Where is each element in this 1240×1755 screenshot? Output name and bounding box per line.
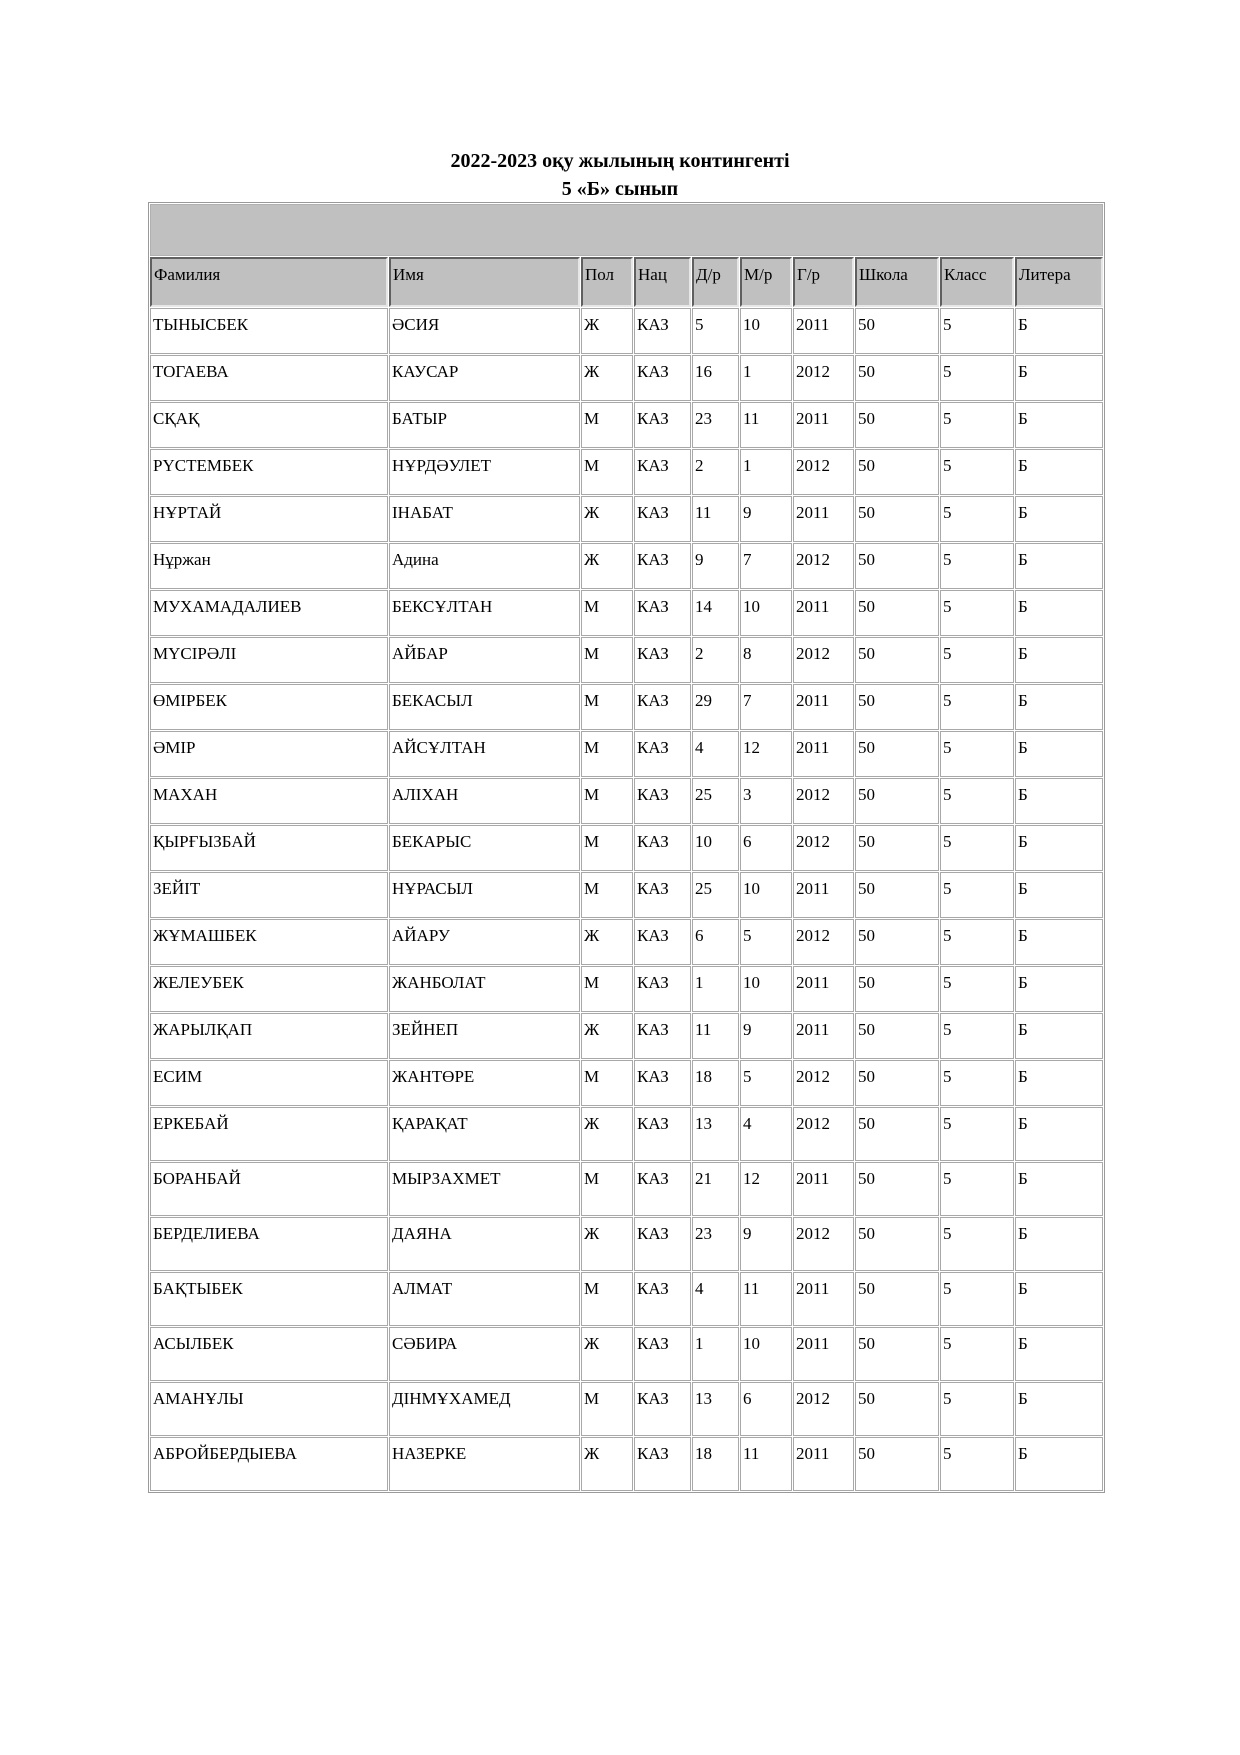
table-row — [150, 1217, 1103, 1271]
table-cell: КАЗ — [634, 637, 691, 683]
table-cell: 25 — [692, 872, 739, 918]
table-cell: М — [581, 402, 633, 448]
table-cell: МАХАН — [150, 778, 388, 824]
table-cell: 13 — [692, 1107, 739, 1161]
table-cell: 5 — [940, 1327, 1014, 1381]
column-header: Класс — [940, 257, 1014, 307]
table-cell: 16 — [692, 355, 739, 401]
table-cell: М — [581, 1162, 633, 1216]
table-cell: КАЗ — [634, 449, 691, 495]
table-cell: 5 — [940, 1107, 1014, 1161]
table-cell: БОРАНБАЙ — [150, 1162, 388, 1216]
table-cell: АБРОЙБЕРДЫЕВА — [150, 1437, 388, 1491]
table-cell: БЕКАСЫЛ — [389, 684, 580, 730]
document-subtitle: 5 «Б» сынып — [561, 178, 679, 200]
table-row — [150, 919, 1103, 965]
table-cell: ЖАНБОЛАТ — [389, 966, 580, 1012]
table-cell: 50 — [855, 872, 939, 918]
table-cell: 5 — [940, 402, 1014, 448]
table-cell: ІНАБАТ — [389, 496, 580, 542]
table-cell: Б — [1015, 1272, 1103, 1326]
table-cell: 4 — [740, 1107, 792, 1161]
table-cell: КАЗ — [634, 731, 691, 777]
table-cell: 2011 — [793, 1162, 854, 1216]
table-cell: ӨМІРБЕК — [150, 684, 388, 730]
table-row — [150, 731, 1103, 777]
column-header: Д/р — [692, 257, 739, 307]
table-cell: КАЗ — [634, 496, 691, 542]
table-cell: 50 — [855, 1107, 939, 1161]
table-cell: Б — [1015, 1437, 1103, 1491]
table-cell: 50 — [855, 355, 939, 401]
table-cell: 50 — [855, 1060, 939, 1106]
table-cell: Нұржан — [150, 543, 388, 589]
table-cell: ЗЕЙІТ — [150, 872, 388, 918]
table-cell: БЕРДЕЛИЕВА — [150, 1217, 388, 1271]
table-row — [150, 355, 1103, 401]
table-cell: М — [581, 825, 633, 871]
table-cell: 2011 — [793, 496, 854, 542]
table-row — [150, 778, 1103, 824]
table-cell: 5 — [940, 543, 1014, 589]
table-row — [150, 402, 1103, 448]
table-cell: 2012 — [793, 1107, 854, 1161]
table-cell: 5 — [940, 1162, 1014, 1216]
table-cell: Ж — [581, 308, 633, 354]
table-cell: 10 — [740, 590, 792, 636]
table-cell: АЙАРУ — [389, 919, 580, 965]
table-cell: 50 — [855, 496, 939, 542]
table-cell: 5 — [940, 872, 1014, 918]
table-cell: СҚАҚ — [150, 402, 388, 448]
table-cell: М — [581, 590, 633, 636]
table-cell: 18 — [692, 1060, 739, 1106]
table-row — [150, 825, 1103, 871]
table-cell: ТОГАЕВА — [150, 355, 388, 401]
table-cell: 4 — [692, 1272, 739, 1326]
table-cell: 2011 — [793, 1272, 854, 1326]
table-cell: ЖЕЛЕУБЕК — [150, 966, 388, 1012]
table-cell: МУХАМАДАЛИЕВ — [150, 590, 388, 636]
table-cell: 6 — [740, 1382, 792, 1436]
contingent-table — [148, 202, 1105, 1493]
table-cell: 2012 — [793, 825, 854, 871]
table-cell: Б — [1015, 1382, 1103, 1436]
table-cell: 50 — [855, 449, 939, 495]
table-cell: 11 — [692, 1013, 739, 1059]
table-cell: 2011 — [793, 684, 854, 730]
table-cell: Адина — [389, 543, 580, 589]
table-cell: 50 — [855, 778, 939, 824]
column-header: Пол — [581, 257, 633, 307]
table-cell: Б — [1015, 1060, 1103, 1106]
table-cell: Б — [1015, 1327, 1103, 1381]
table-cell: 5 — [940, 966, 1014, 1012]
table-cell: 7 — [740, 684, 792, 730]
table-cell: 11 — [740, 1437, 792, 1491]
table-cell: 50 — [855, 1327, 939, 1381]
table-row — [150, 449, 1103, 495]
table-cell: АЛМАТ — [389, 1272, 580, 1326]
table-cell: Б — [1015, 1013, 1103, 1059]
table-cell: 5 — [940, 825, 1014, 871]
table-cell: ТЫНЫСБЕК — [150, 308, 388, 354]
table-cell: ЕСИМ — [150, 1060, 388, 1106]
table-cell: Ж — [581, 543, 633, 589]
table-cell: 2 — [692, 637, 739, 683]
table-cell: 2012 — [793, 543, 854, 589]
column-header: М/р — [740, 257, 792, 307]
table-cell: ДАЯНА — [389, 1217, 580, 1271]
table-cell: 5 — [940, 308, 1014, 354]
table-cell: 2011 — [793, 872, 854, 918]
table-cell: 5 — [940, 731, 1014, 777]
table-cell: Б — [1015, 1162, 1103, 1216]
table-cell: 2011 — [793, 1327, 854, 1381]
table-cell: Б — [1015, 966, 1103, 1012]
table-cell: КАЗ — [634, 1272, 691, 1326]
table-cell: 1 — [692, 966, 739, 1012]
contingent-table-container — [148, 202, 1102, 1493]
table-row — [150, 308, 1103, 354]
table-cell: 2012 — [793, 1217, 854, 1271]
table-cell: БЕКАРЫС — [389, 825, 580, 871]
table-cell: 23 — [692, 1217, 739, 1271]
table-cell: 3 — [740, 778, 792, 824]
table-cell: СӘБИРА — [389, 1327, 580, 1381]
table-cell: Б — [1015, 919, 1103, 965]
table-cell: 10 — [740, 1327, 792, 1381]
table-row — [150, 1327, 1103, 1381]
table-cell: КАЗ — [634, 1060, 691, 1106]
table-cell: 11 — [692, 496, 739, 542]
table-cell: 50 — [855, 402, 939, 448]
table-cell: 50 — [855, 825, 939, 871]
table-cell: 5 — [740, 1060, 792, 1106]
table-cell: НҰРТАЙ — [150, 496, 388, 542]
table-cell: Б — [1015, 543, 1103, 589]
table-cell: ҚАРАҚАТ — [389, 1107, 580, 1161]
table-cell: Б — [1015, 355, 1103, 401]
table-cell: 12 — [740, 731, 792, 777]
table-cell: 2012 — [793, 1382, 854, 1436]
table-cell: 21 — [692, 1162, 739, 1216]
table-cell: 14 — [692, 590, 739, 636]
table-cell: АМАНҰЛЫ — [150, 1382, 388, 1436]
table-cell: 9 — [740, 1217, 792, 1271]
table-cell: КАЗ — [634, 1217, 691, 1271]
table-cell: БЕКСҰЛТАН — [389, 590, 580, 636]
table-cell: КАЗ — [634, 1013, 691, 1059]
table-cell: М — [581, 778, 633, 824]
table-cell: 50 — [855, 919, 939, 965]
table-cell: Ж — [581, 1107, 633, 1161]
table-cell: 6 — [692, 919, 739, 965]
table-row — [150, 590, 1103, 636]
table-cell: 2 — [692, 449, 739, 495]
table-cell: 5 — [940, 919, 1014, 965]
table-cell: Б — [1015, 637, 1103, 683]
table-cell: М — [581, 449, 633, 495]
table-cell: ЕРКЕБАЙ — [150, 1107, 388, 1161]
table-cell: 50 — [855, 731, 939, 777]
table-cell: Ж — [581, 1217, 633, 1271]
table-cell: ӘМІР — [150, 731, 388, 777]
table-row — [150, 966, 1103, 1012]
column-header: Г/р — [793, 257, 854, 307]
table-cell: 5 — [940, 1217, 1014, 1271]
table-cell: М — [581, 966, 633, 1012]
table-cell: 5 — [740, 919, 792, 965]
table-cell: БАҚТЫБЕК — [150, 1272, 388, 1326]
table-cell: КАУСАР — [389, 355, 580, 401]
table-cell: 9 — [740, 496, 792, 542]
table-cell: 50 — [855, 684, 939, 730]
table-cell: 5 — [692, 308, 739, 354]
table-row — [150, 496, 1103, 542]
table-cell: 5 — [940, 1060, 1014, 1106]
table-cell: Б — [1015, 1217, 1103, 1271]
table-cell: Б — [1015, 825, 1103, 871]
table-cell: ЖАРЫЛҚАП — [150, 1013, 388, 1059]
table-cell: Б — [1015, 1107, 1103, 1161]
table-cell: КАЗ — [634, 1107, 691, 1161]
table-cell: Ж — [581, 1437, 633, 1491]
table-cell: 10 — [740, 966, 792, 1012]
table-cell: 2011 — [793, 1013, 854, 1059]
table-cell: 50 — [855, 1437, 939, 1491]
table-banner-cell — [150, 204, 1103, 256]
table-cell: 10 — [740, 308, 792, 354]
table-row — [150, 1272, 1103, 1326]
table-cell: 25 — [692, 778, 739, 824]
table-cell: М — [581, 1060, 633, 1106]
table-cell: КАЗ — [634, 684, 691, 730]
table-cell: 50 — [855, 1272, 939, 1326]
column-header: Имя — [389, 257, 580, 307]
table-cell: Б — [1015, 590, 1103, 636]
table-row — [150, 1437, 1103, 1491]
table-cell: М — [581, 872, 633, 918]
table-cell: 5 — [940, 496, 1014, 542]
table-cell: 11 — [740, 402, 792, 448]
table-cell: Б — [1015, 872, 1103, 918]
table-cell: КАЗ — [634, 402, 691, 448]
table-cell: 18 — [692, 1437, 739, 1491]
table-cell: АЙСҰЛТАН — [389, 731, 580, 777]
table-cell: РҮСТЕМБЕК — [150, 449, 388, 495]
table-cell: КАЗ — [634, 966, 691, 1012]
table-cell: Ж — [581, 1327, 633, 1381]
table-cell: ҚЫРҒЫЗБАЙ — [150, 825, 388, 871]
table-cell: Б — [1015, 731, 1103, 777]
table-cell: Ж — [581, 496, 633, 542]
table-cell: КАЗ — [634, 543, 691, 589]
table-cell: Ж — [581, 1013, 633, 1059]
table-cell: Ж — [581, 919, 633, 965]
column-header: Школа — [855, 257, 939, 307]
table-cell: Б — [1015, 496, 1103, 542]
table-cell: 9 — [692, 543, 739, 589]
table-cell: М — [581, 1272, 633, 1326]
table-cell: М — [581, 637, 633, 683]
table-row — [150, 1013, 1103, 1059]
table-row — [150, 1162, 1103, 1216]
table-cell: 2011 — [793, 1437, 854, 1491]
table-cell: Ж — [581, 355, 633, 401]
table-cell: 5 — [940, 590, 1014, 636]
table-cell: 2012 — [793, 919, 854, 965]
document-header — [0, 147, 1240, 203]
table-cell: 4 — [692, 731, 739, 777]
table-cell: 2011 — [793, 590, 854, 636]
table-cell: 5 — [940, 1272, 1014, 1326]
table-cell: 50 — [855, 1217, 939, 1271]
table-cell: 5 — [940, 778, 1014, 824]
table-cell: 5 — [940, 1437, 1014, 1491]
table-cell: 11 — [740, 1272, 792, 1326]
table-cell: 10 — [692, 825, 739, 871]
table-cell: 2011 — [793, 402, 854, 448]
table-cell: 5 — [940, 1013, 1014, 1059]
table-cell: КАЗ — [634, 919, 691, 965]
table-banner-row — [150, 204, 1103, 256]
table-cell: КАЗ — [634, 778, 691, 824]
table-cell: 50 — [855, 1013, 939, 1059]
table-cell: 6 — [740, 825, 792, 871]
table-cell: 7 — [740, 543, 792, 589]
column-header: Литера — [1015, 257, 1103, 307]
column-header: Нац — [634, 257, 691, 307]
table-cell: НАЗЕРКЕ — [389, 1437, 580, 1491]
table-cell: 13 — [692, 1382, 739, 1436]
table-cell: 50 — [855, 308, 939, 354]
table-cell: ӘСИЯ — [389, 308, 580, 354]
table-cell: Б — [1015, 308, 1103, 354]
table-cell: 2012 — [793, 637, 854, 683]
table-cell: 2011 — [793, 966, 854, 1012]
table-cell: 2012 — [793, 355, 854, 401]
table-row — [150, 543, 1103, 589]
table-cell: ЖҰМАШБЕК — [150, 919, 388, 965]
table-cell: НҰРАСЫЛ — [389, 872, 580, 918]
table-cell: 5 — [940, 449, 1014, 495]
table-cell: М — [581, 1382, 633, 1436]
table-row — [150, 1382, 1103, 1436]
table-cell: МЫРЗАХМЕТ — [389, 1162, 580, 1216]
table-cell: 5 — [940, 355, 1014, 401]
table-cell: Б — [1015, 684, 1103, 730]
table-row — [150, 637, 1103, 683]
table-row — [150, 1107, 1103, 1161]
table-cell: БАТЫР — [389, 402, 580, 448]
table-cell: 50 — [855, 590, 939, 636]
table-cell: 9 — [740, 1013, 792, 1059]
table-cell: КАЗ — [634, 872, 691, 918]
table-cell: КАЗ — [634, 1437, 691, 1491]
table-cell: Б — [1015, 402, 1103, 448]
table-cell: КАЗ — [634, 355, 691, 401]
table-cell: 50 — [855, 1162, 939, 1216]
table-cell: 29 — [692, 684, 739, 730]
table-row — [150, 684, 1103, 730]
table-cell: НҰРДӘУЛЕТ — [389, 449, 580, 495]
table-cell: 10 — [740, 872, 792, 918]
table-cell: 12 — [740, 1162, 792, 1216]
table-cell: ЖАНТӨРЕ — [389, 1060, 580, 1106]
table-cell: Б — [1015, 449, 1103, 495]
table-cell: М — [581, 684, 633, 730]
table-cell: ДІНМҰХАМЕД — [389, 1382, 580, 1436]
table-cell: 2011 — [793, 308, 854, 354]
table-cell: 2012 — [793, 778, 854, 824]
table-cell: 50 — [855, 637, 939, 683]
table-cell: 50 — [855, 1382, 939, 1436]
table-cell: АЛІХАН — [389, 778, 580, 824]
table-cell: КАЗ — [634, 825, 691, 871]
table-cell: 5 — [940, 637, 1014, 683]
table-cell: Б — [1015, 778, 1103, 824]
table-cell: 50 — [855, 966, 939, 1012]
table-cell: 2012 — [793, 449, 854, 495]
table-cell: 1 — [740, 355, 792, 401]
table-cell: ЗЕЙНЕП — [389, 1013, 580, 1059]
table-cell: КАЗ — [634, 590, 691, 636]
table-cell: 5 — [940, 1382, 1014, 1436]
table-cell: 1 — [740, 449, 792, 495]
table-header-row — [150, 257, 1103, 307]
table-cell: КАЗ — [634, 1382, 691, 1436]
table-cell: КАЗ — [634, 1327, 691, 1381]
table-cell: АЙБАР — [389, 637, 580, 683]
column-header: Фамилия — [150, 257, 388, 307]
document-title: 2022-2023 оқу жылының контингенті — [450, 150, 790, 172]
table-cell: 5 — [940, 684, 1014, 730]
table-row — [150, 872, 1103, 918]
table-cell: 23 — [692, 402, 739, 448]
table-cell: МҮСІРӘЛІ — [150, 637, 388, 683]
table-body — [150, 308, 1103, 1491]
table-cell: КАЗ — [634, 308, 691, 354]
table-cell: 2011 — [793, 731, 854, 777]
table-cell: М — [581, 731, 633, 777]
table-row — [150, 1060, 1103, 1106]
table-cell: КАЗ — [634, 1162, 691, 1216]
table-cell: АСЫЛБЕК — [150, 1327, 388, 1381]
table-cell: 1 — [692, 1327, 739, 1381]
table-cell: 8 — [740, 637, 792, 683]
table-cell: 50 — [855, 543, 939, 589]
table-cell: 2012 — [793, 1060, 854, 1106]
